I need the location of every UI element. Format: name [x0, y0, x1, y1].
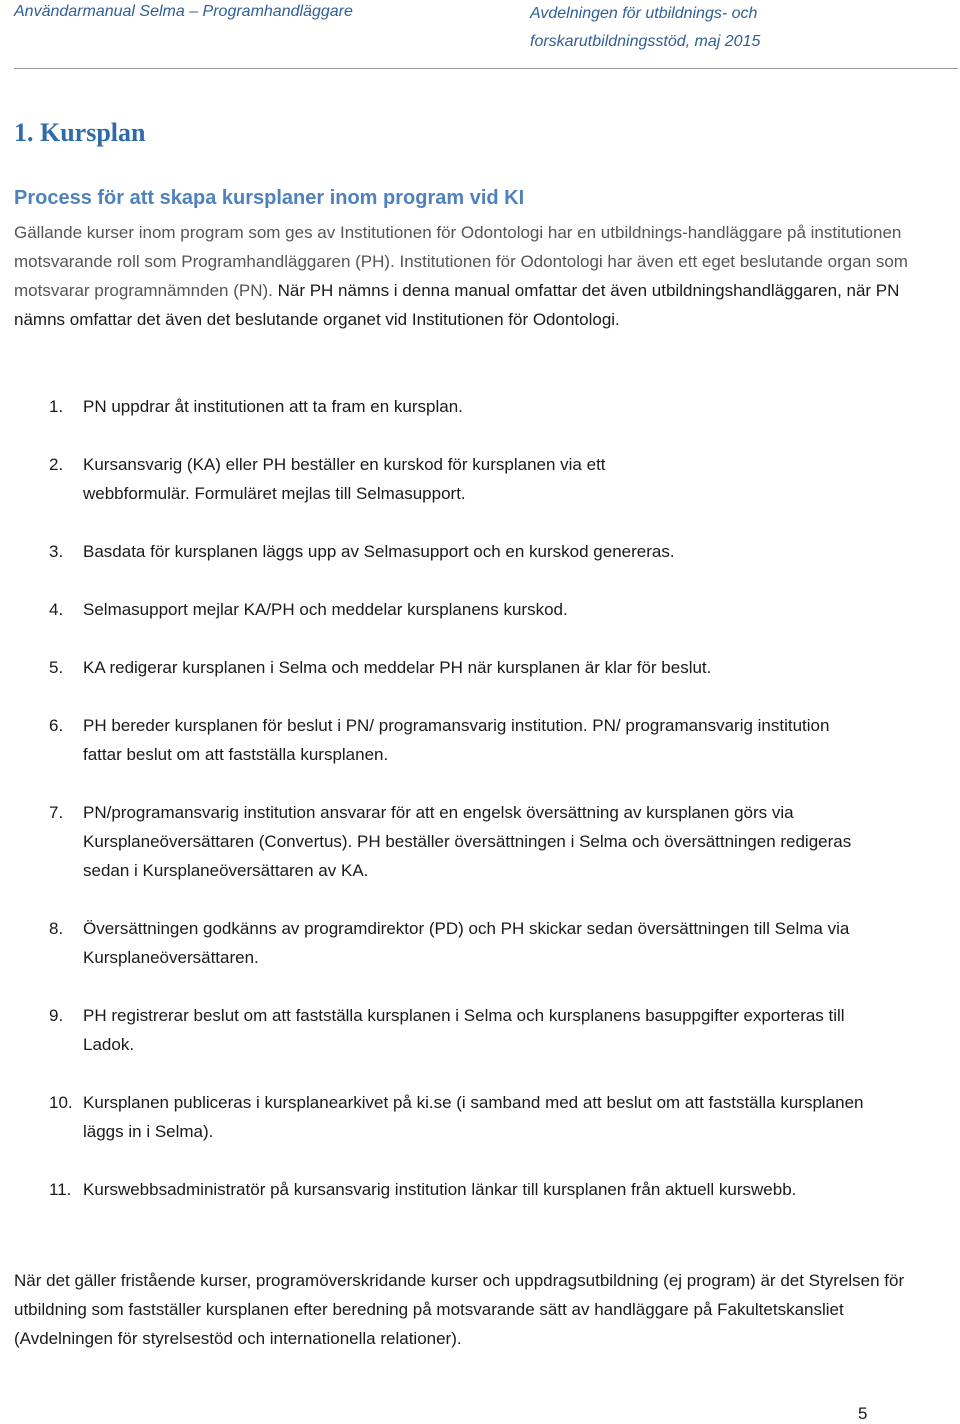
list-item: [14, 711, 858, 769]
step-number: 10.: [49, 1093, 73, 1112]
list-item: [14, 1175, 883, 1204]
intro-text-part-2: När PH nämns i denna manual omfattar det även utbildningshandläggaren, när PN nämns omfattar det även det beslutande organet vid Institutionen för Odontologi.: [14, 281, 900, 329]
intro-paragraph: [14, 218, 934, 334]
header-manual-title: Användarmanual Selma – Programhandläggare: [14, 3, 353, 20]
step-text: Kursplanen publiceras i kursplanearkivet på ki.se (i samband med att beslut om att fastställa kursplanen läggs in i Selma).: [83, 1093, 864, 1141]
page-header: [0, 0, 960, 70]
header-department: [530, 0, 760, 56]
intro-text-part-1: Gällande kurser inom program som ges av Institutionen för Odontologi har en utbildnings-handläggare på institutionen motsvarande roll som Programhandläggaren (PH). Institutionen för Odontologi har även ett eget beslutande organ som motsvarar programnämnden (PN).: [14, 223, 908, 300]
step-number: 6.: [49, 716, 64, 735]
header-department-line-1: Avdelningen för utbildnings- och: [530, 5, 758, 22]
step-number: 11.: [49, 1180, 72, 1199]
step-text: Kursansvarig (KA) eller PH beställer en kurskod för kursplanen via ett webbformulär. Formuläret mejlas till Selmasupport.: [83, 455, 606, 503]
step-text: KA redigerar kursplanen i Selma och meddelar PH när kursplanen är klar för beslut.: [83, 658, 712, 677]
process-steps-list: [14, 392, 944, 1204]
list-item: [14, 537, 944, 566]
list-item: [14, 1088, 883, 1146]
header-divider: [14, 68, 958, 69]
step-number: 9.: [49, 1006, 64, 1025]
step-text: PN uppdrar åt institutionen att ta fram en kursplan.: [83, 397, 463, 416]
step-number: 1.: [49, 397, 64, 416]
list-item: [14, 798, 883, 885]
step-text: Selmasupport mejlar KA/PH och meddelar kursplanens kurskod.: [83, 600, 568, 619]
step-text: Översättningen godkänns av programdirektor (PD) och PH skickar sedan översättningen till Selma via Kursplaneöversättaren.: [83, 919, 850, 967]
step-number: 7.: [49, 803, 64, 822]
page-number: 5: [858, 1404, 868, 1423]
step-number: 2.: [49, 455, 64, 474]
list-item: [14, 450, 663, 508]
step-number: 5.: [49, 658, 64, 677]
list-item: [14, 914, 883, 972]
step-text: Kurswebbsadministratör på kursansvarig institution länkar till kursplanen från aktuell kurswebb.: [83, 1180, 797, 1199]
step-text: PH registrerar beslut om att fastställa kursplanen i Selma och kursplanens basuppgifter exporteras till Ladok.: [83, 1006, 845, 1054]
section-title: Process för att skapa kursplaner inom program vid KI: [14, 187, 525, 209]
step-number: 3.: [49, 542, 64, 561]
list-item: [14, 653, 944, 682]
step-text: PH bereder kursplanen för beslut i PN/ programansvarig institution. PN/ programansvarig institution fattar beslut om att fastställa kursplanen.: [83, 716, 830, 764]
closing-paragraph: När det gäller fristående kurser, programöverskridande kurser och uppdragsutbildning (ej program) är det Styrelsen för utbildning som fastställer kursplanen efter beredning på motsvarande sätt av handläggare på Fakultetskansliet (Avdelningen för styrelsestöd och internationella relationer).: [14, 1271, 905, 1348]
list-item: [14, 595, 944, 624]
step-text: PN/programansvarig institution ansvarar för att en engelsk översättning av kursplanen görs via Kursplaneöversättaren (Convertus). PH beställer översättningen i Selma och översättningen redigeras sedan i Kursplaneöversättaren av KA.: [83, 803, 852, 880]
list-item: [14, 1001, 863, 1059]
chapter-title: 1. Kursplan: [14, 118, 146, 147]
header-department-line-2: forskarutbildningsstöd, maj 2015: [530, 33, 761, 50]
step-number: 8.: [49, 919, 64, 938]
step-text: Basdata för kursplanen läggs upp av Selmasupport och en kurskod genereras.: [83, 542, 675, 561]
step-number: 4.: [49, 600, 64, 619]
list-item: [14, 392, 944, 421]
